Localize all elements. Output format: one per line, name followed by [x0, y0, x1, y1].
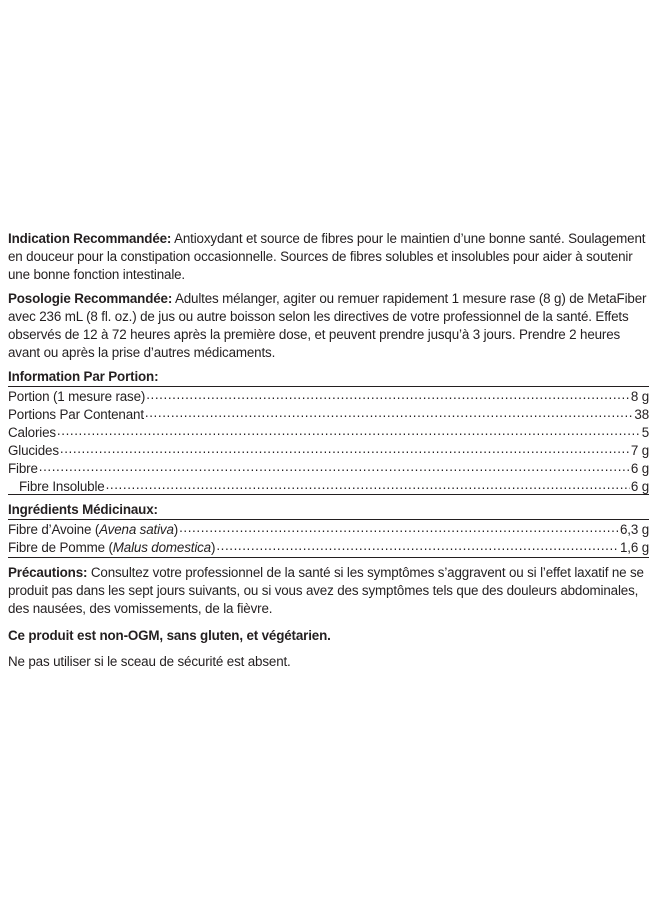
- ingredient-row-avoine: [8, 520, 649, 538]
- nutrition-section: [8, 368, 649, 495]
- nutrition-row-fibre-insoluble: [8, 477, 649, 495]
- product-claim: Ce produit est non-OGM, sans gluten, et végétarien.: [8, 628, 331, 643]
- supplement-label-panel: [8, 230, 649, 671]
- nutrition-row-value: 6 g: [630, 479, 649, 494]
- ingredient-row-value: 1,6 g: [619, 540, 649, 555]
- nutrition-row-value: 5: [641, 425, 649, 440]
- latin-name: Avena sativa: [99, 522, 174, 537]
- dot-leader: [216, 538, 619, 552]
- nutrition-row-value: 6 g: [630, 461, 649, 476]
- posologie-text: Adultes mélanger, agiter ou remuer rapidement 1 mesure rase (8 g) de MetaFiber avec 236 mL (8 fl. oz.) de jus ou autre boisson selon les directives de votre professionnel de la santé. Effets observés de 12 à 72 heures après la première dose, et peuvent prendre jusqu’à 3 jours. Prendre 2 heures avant ou après la prise d’autres médicaments.: [8, 291, 647, 360]
- dot-leader: [60, 441, 630, 455]
- dot-leader: [106, 477, 630, 491]
- dot-leader: [145, 405, 633, 419]
- nutrition-row-label: Fibre Insoluble: [19, 479, 105, 494]
- ingredient-row-pomme: [8, 538, 649, 558]
- ingredient-row-label: Fibre de Pomme (Malus domestica): [8, 540, 216, 555]
- nutrition-row-portion: [8, 387, 649, 405]
- safety-seal-warning: Ne pas utiliser si le sceau de sécurité est absent.: [8, 654, 291, 669]
- ingredient-row-label: Fibre d’Avoine (Avena sativa): [8, 522, 179, 537]
- nutrition-row-label: Fibre: [8, 461, 38, 476]
- indication-text: Antioxydant et source de fibres pour le maintien d’une bonne santé. Soulagement en douceur pour la constipation occasionnelle. Sources de fibres solubles et insolubles pour aider à soutenir une bonne fonction intestinale.: [8, 231, 646, 282]
- ingredients-heading: Ingrédients Médicinaux:: [8, 501, 649, 520]
- precautions-label: Précautions:: [8, 565, 88, 580]
- nutrition-row-fibre: [8, 459, 649, 477]
- dot-leader: [146, 387, 630, 401]
- indication-label: Indication Recommandée:: [8, 231, 172, 246]
- ingredient-row-value: 6,3 g: [619, 522, 649, 537]
- nutrition-row-label: Calories: [8, 425, 56, 440]
- nutrition-row-glucides: [8, 441, 649, 459]
- ingredients-section: [8, 501, 649, 558]
- nutrition-row-value: 8 g: [630, 389, 649, 404]
- dot-leader: [179, 520, 619, 534]
- nutrition-row-value: 38: [634, 407, 649, 422]
- nutrition-row-label: Portions Par Contenant: [8, 407, 144, 422]
- indication-paragraph: [8, 230, 649, 284]
- posologie-paragraph: [8, 290, 649, 362]
- precautions-paragraph: [8, 564, 649, 618]
- dot-leader: [57, 423, 641, 437]
- nutrition-row-calories: [8, 423, 649, 441]
- nutrition-heading: Information Par Portion:: [8, 368, 649, 387]
- posologie-label: Posologie Recommandée:: [8, 291, 173, 306]
- precautions-text: Consultez votre professionnel de la santé si les symptômes s’aggravent ou si l’effet laxatif ne se produit pas dans les sept jours suivants, ou si vous avez des symptômes tels que des douleurs abdominales, des nausées, des vomissements, de la fièvre.: [8, 565, 644, 616]
- nutrition-row-value: 7 g: [630, 443, 649, 458]
- nutrition-row-label: Glucides: [8, 443, 59, 458]
- nutrition-row-label: Portion (1 mesure rase): [8, 389, 146, 404]
- dot-leader: [39, 459, 630, 473]
- nutrition-row-portions-par-contenant: [8, 405, 649, 423]
- latin-name: Malus domestica: [112, 540, 211, 555]
